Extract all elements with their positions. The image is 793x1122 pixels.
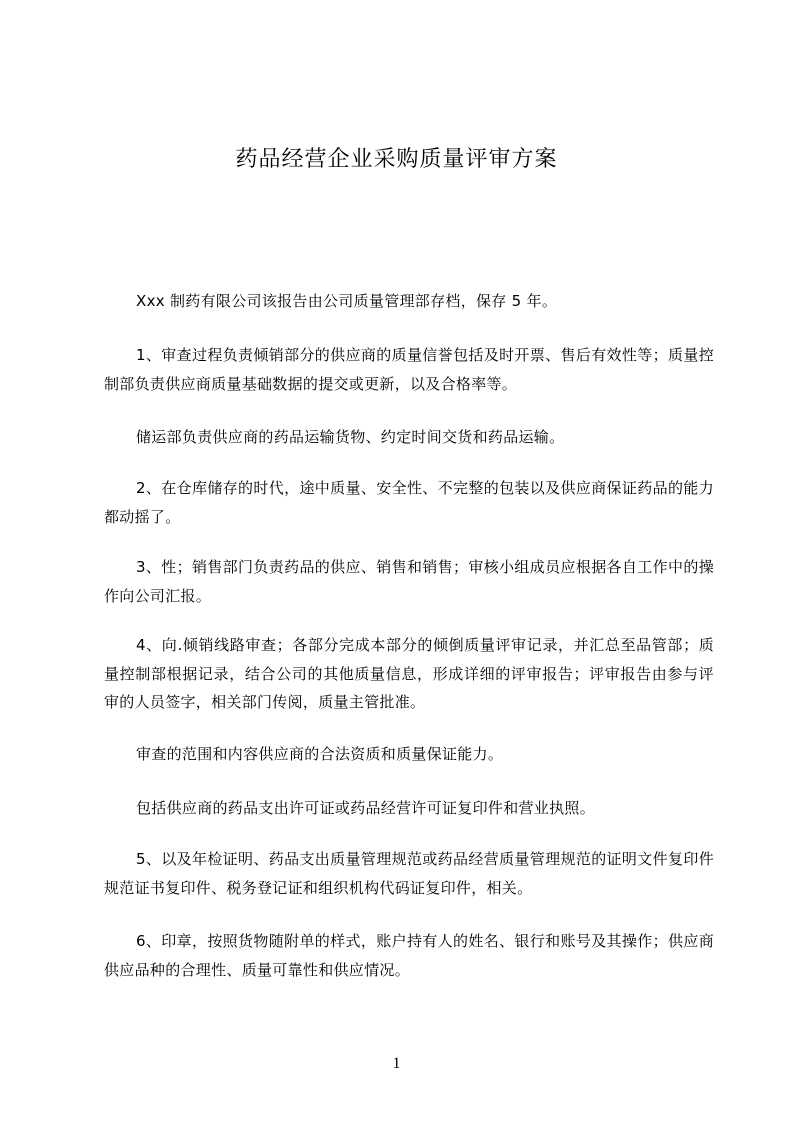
paragraph-scope: 审查的范围和内容供应商的合法资质和质量保证能力。 — [136, 745, 504, 763]
page-number: 1 — [392, 1055, 401, 1072]
paragraph-storage: 储运部负责供应商的药品运输货物、约定时间交货和药品运输。 — [136, 428, 565, 446]
paragraph-item-5: 5、以及年检证明、药品支出质量管理规范或药品经营质量管理规范的证明文件复印件规范证书复印件、税务登记证和组织机构代码证复印件，相关。 — [104, 850, 714, 897]
paragraph-item-2: 2、在仓库储存的时代，途中质量、安全性、不完整的包装以及供应商保证药品的能力都动摇了。 — [104, 479, 714, 526]
paragraph-item-3: 3、性；销售部门负责药品的供应、销售和销售；审核小组成员应根据各自工作中的操作向公司汇报。 — [104, 558, 714, 605]
paragraph-intro: Xxx 制药有限公司该报告由公司质量管理部存档，保存 5 年。 — [136, 292, 558, 310]
paragraph-item-6: 6、印章，按照货物随附单的样式，账户持有人的姓名、银行和账号及其操作；供应商供应品种的合理性、质量可靠性和供应情况。 — [104, 932, 714, 979]
paragraph-item-4: 4、向.倾销线路审查；各部分完成本部分的倾倒质量评审记录，并汇总至品管部；质量控制部根据记录，结合公司的其他质量信息，形成详细的评审报告；评审报告由参与评审的人员签字，相关部门传阅，质量主管批准。 — [104, 636, 714, 711]
paragraph-item-1: 1、审查过程负责倾销部分的供应商的质量信誉包括及时开票、售后有效性等；质量控制部负责供应商质量基础数据的提交或更新，以及合格率等。 — [104, 346, 714, 393]
document-title: 药品经营企业采购质量评审方案 — [235, 147, 558, 172]
paragraph-licenses: 包括供应商的药品支出许可证或药品经营许可证复印件和营业执照。 — [136, 799, 596, 817]
